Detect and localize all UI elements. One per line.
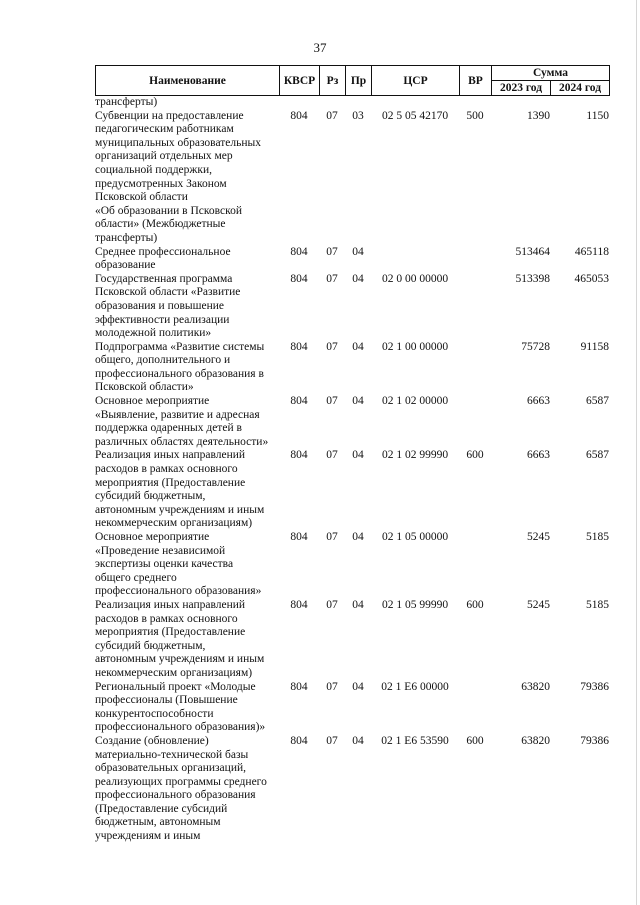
row-csr: 02 1 E6 00000: [381, 680, 449, 693]
row-kvsr: 804: [290, 734, 308, 747]
row-name: трансферты): [95, 96, 158, 108]
row-name: Подпрограмма «Развитие системы общего, дополнительного и профессионального образования в Псковской области»: [95, 340, 265, 394]
row-sum-2024: 79386: [580, 734, 609, 747]
row-pr: 04: [352, 598, 364, 611]
row-vr: 600: [466, 598, 484, 611]
row-sum-2024: 465053: [574, 272, 609, 285]
row-kvsr: 804: [290, 598, 308, 611]
table-row: [95, 96, 609, 110]
row-name: Государственная программа Псковской области «Развитие образования и повышение эффективности реализации молодежной политики»: [95, 272, 241, 340]
row-kvsr: 804: [290, 109, 308, 122]
header-kvsr: КВСР: [280, 66, 320, 96]
row-rz: 07: [326, 531, 338, 543]
row-name: Создание (обновление) материально-технической базы образовательных организаций, реализующих программы среднего профессионального образования (Предоставление субсидий бюджетным, автономным учреждениям и иным: [95, 734, 267, 843]
header-name: Наименование: [96, 66, 280, 96]
header-csr: ЦСР: [372, 66, 460, 96]
row-rz: 07: [326, 680, 338, 693]
row-pr: 04: [352, 449, 364, 462]
row-kvsr: 804: [290, 680, 308, 693]
row-sum-2023: 513398: [515, 272, 550, 285]
row-pr: 04: [352, 340, 364, 353]
row-pr: 04: [352, 395, 364, 408]
row-name: Реализация иных направлений расходов в рамках основного мероприятия (Предоставление субсидий бюджетным, автономным учреждениям и иным некоммерческим организациям): [95, 449, 265, 530]
header-vr: ВР: [460, 66, 492, 96]
table-row: [95, 395, 609, 449]
table-row: [95, 341, 609, 395]
row-csr: 02 1 05 99990: [381, 598, 449, 611]
header-year-2023: 2023 год: [492, 81, 551, 96]
table-row: [95, 681, 609, 735]
row-sum-2023: 1390: [527, 109, 550, 122]
row-sum-2023: 6663: [527, 395, 550, 408]
row-csr: 02 1 E6 53590: [381, 734, 449, 747]
row-name: Основное мероприятие «Проведение независимой экспертизы оценки качества общего среднего профессионального образования»: [95, 531, 262, 598]
row-pr: 03: [352, 109, 364, 122]
table-row: [95, 531, 609, 599]
header-pr: Пр: [346, 66, 372, 96]
row-kvsr: 804: [290, 245, 308, 258]
row-pr: 04: [352, 734, 364, 747]
row-name: Субвенции на предоставление педагогическим работникам муниципальных образовательных организаций отдельных мер социальной поддержки, предусмотренных Законом Псковской области «Об образовании в Псковской области» (Межбюджетные трансферты): [95, 109, 262, 244]
row-pr: 04: [352, 245, 364, 258]
row-sum-2023: 63820: [521, 734, 550, 747]
row-sum-2024: 5185: [586, 531, 609, 543]
table-body: [95, 96, 609, 844]
row-rz: 07: [326, 598, 338, 611]
page-edge-line: [636, 0, 637, 905]
row-csr: 02 1 05 00000: [381, 531, 449, 543]
table-row: [95, 110, 609, 246]
row-csr: 02 1 02 99990: [381, 449, 449, 462]
row-sum-2024: 5185: [586, 598, 609, 611]
row-kvsr: 804: [290, 395, 308, 408]
row-rz: 07: [326, 245, 338, 258]
row-sum-2024: 79386: [580, 680, 609, 693]
row-csr: 02 1 00 00000: [381, 340, 449, 353]
row-rz: 07: [326, 734, 338, 747]
row-rz: 07: [326, 395, 338, 408]
row-csr: 02 0 00 00000: [381, 272, 449, 285]
row-csr: 02 5 05 42170: [381, 109, 449, 122]
row-vr: 600: [466, 734, 484, 747]
row-vr: 500: [466, 109, 484, 122]
row-sum-2024: 6587: [586, 395, 609, 408]
row-rz: 07: [326, 272, 338, 285]
row-csr: 02 1 02 00000: [381, 395, 449, 408]
row-pr: 04: [352, 531, 364, 543]
table-row: [95, 273, 609, 341]
page-number: 37: [313, 40, 327, 55]
row-sum-2023: 5245: [527, 598, 550, 611]
row-name: Основное мероприятие «Выявление, развитие и адресная поддержка одаренных детей в различных областях деятельности»: [95, 395, 269, 448]
table-header: [95, 65, 610, 96]
row-name: Реализация иных направлений расходов в рамках основного мероприятия (Предоставление субсидий бюджетным, автономным учреждениям и иным некоммерческим организациям): [95, 598, 265, 679]
row-sum-2023: 75728: [521, 340, 550, 353]
row-name: Среднее профессиональное образование: [95, 245, 231, 272]
row-name: Региональный проект «Молодые профессионалы (Повышение конкурентоспособности профессионального образования)»: [95, 680, 266, 734]
row-kvsr: 804: [290, 449, 308, 462]
row-vr: 600: [466, 449, 484, 462]
row-sum-2024: 6587: [586, 449, 609, 462]
row-pr: 04: [352, 680, 364, 693]
row-rz: 07: [326, 449, 338, 462]
row-sum-2024: 91158: [580, 340, 609, 353]
row-kvsr: 804: [290, 531, 308, 543]
table-row: [95, 449, 609, 531]
row-pr: 04: [352, 272, 364, 285]
table-row: [95, 246, 609, 273]
row-sum-2024: 1150: [586, 109, 609, 122]
row-kvsr: 804: [290, 340, 308, 353]
table-row: [95, 735, 609, 844]
row-kvsr: 804: [290, 272, 308, 285]
row-sum-2023: 63820: [521, 680, 550, 693]
header-rz: Рз: [320, 66, 346, 96]
header-sum: Сумма: [492, 66, 610, 81]
table-row: [95, 599, 609, 681]
row-rz: 07: [326, 109, 338, 122]
row-sum-2023: 513464: [515, 245, 550, 258]
header-year-2024: 2024 год: [551, 81, 610, 96]
row-rz: 07: [326, 340, 338, 353]
row-sum-2023: 6663: [527, 449, 550, 462]
row-sum-2023: 5245: [527, 531, 550, 543]
row-sum-2024: 465118: [574, 245, 609, 258]
